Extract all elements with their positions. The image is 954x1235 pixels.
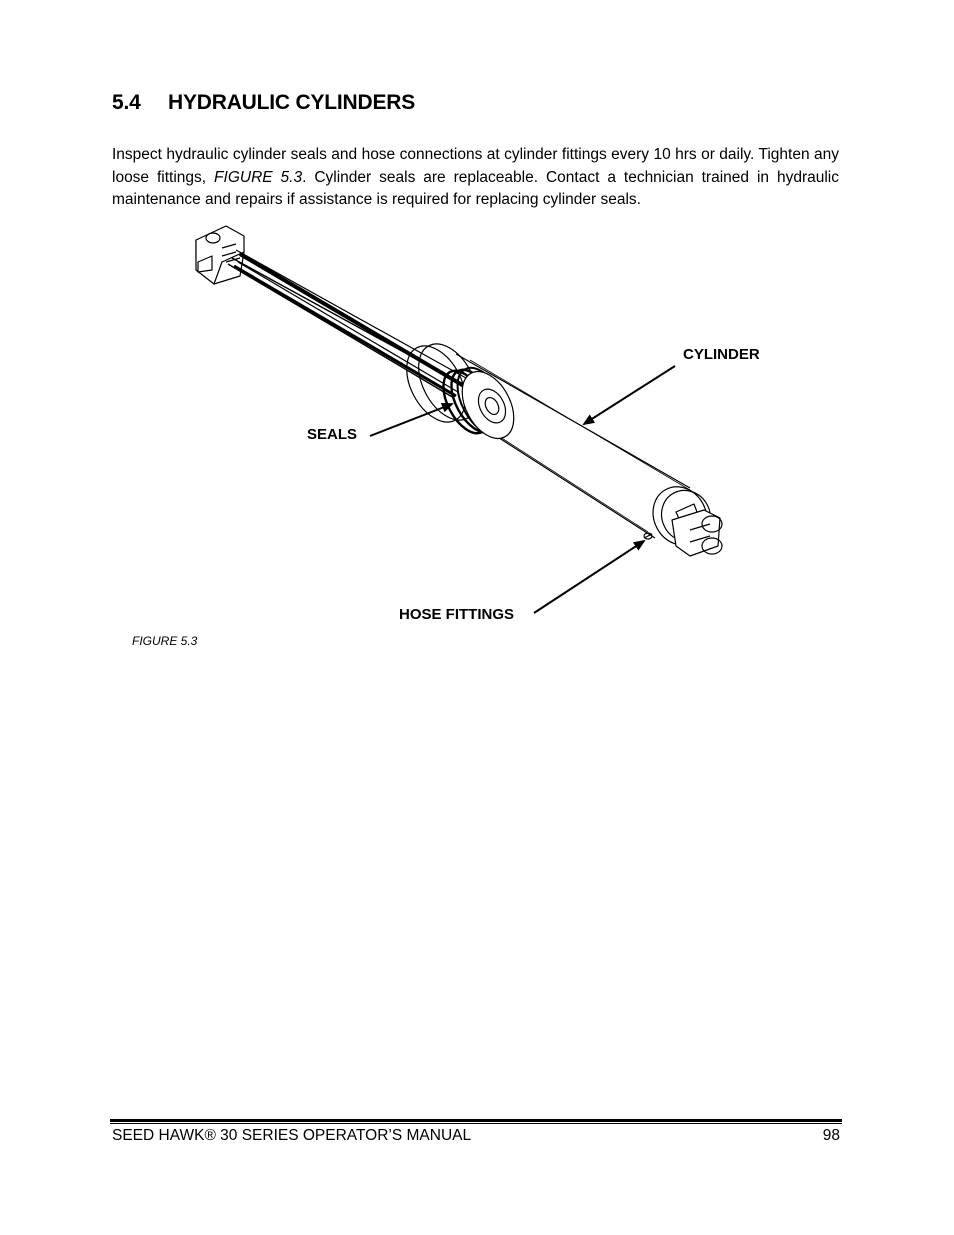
section-title: HYDRAULIC CYLINDERS [168,91,416,114]
cylinder-callout-arrow [584,366,675,424]
seals-callout-arrow [370,404,452,436]
seals-callout-label: SEALS [307,426,358,443]
hose-fittings-callout-arrow [534,541,644,613]
figure-caption: FIGURE 5.3 [132,634,198,648]
cylinder-callout-label: CYLINDER [683,346,760,363]
rod-end-clevis [196,226,244,284]
seal-stack [434,360,524,447]
intro-text-2: . Cylinder seals are replaceable. Contact a technician trained in hydraulic maintenance and repairs if assistance is required for replacing cylinder seals. [112,168,839,208]
cylinder-drawing [196,226,722,556]
figure-reference: FIGURE 5.3 [214,168,303,186]
hose-fittings-callout-label: HOSE FITTINGS [399,606,515,623]
piston-rod [228,250,466,398]
section-number: 5.4 [112,91,141,114]
intro-text-1: Inspect hydraulic cylinder seals and hose connections at cylinder fittings every 10 hrs or daily. Tighten any loose fittings, [112,146,839,186]
callout-arrows [370,366,675,613]
footer-page-number: 98 [822,1127,840,1144]
footer-divider [110,1119,842,1124]
footer-manual-title: SEED HAWK® 30 SERIES OPERATOR’S MANUAL [112,1127,472,1144]
